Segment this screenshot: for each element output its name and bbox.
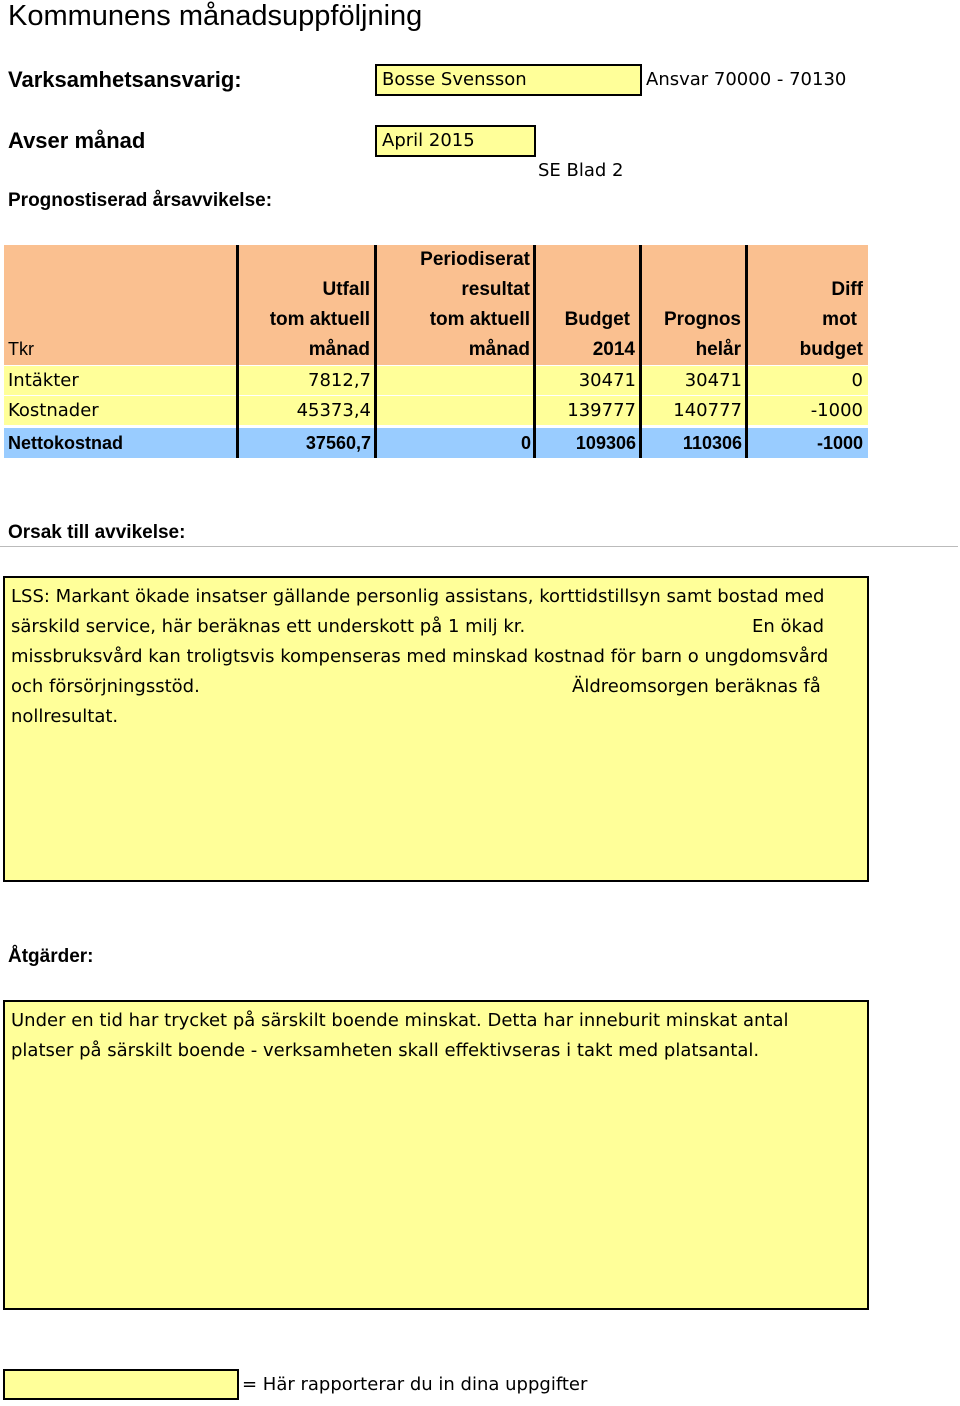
cell-prognos: 110306: [682, 433, 742, 453]
column-border: [374, 245, 377, 458]
cell-period: 0: [520, 433, 531, 453]
header-period-3: tom aktuell: [429, 309, 530, 330]
actions-line: Under en tid har trycket på särskilt boende minskat. Detta har inneburit minskat antal: [11, 1010, 789, 1031]
actions-label: Åtgärder:: [8, 946, 94, 967]
header-utfall-1: Utfall: [322, 279, 370, 300]
header-budget-2: 2014: [592, 339, 635, 360]
reason-line: Äldreomsorgen beräknas få: [572, 676, 821, 697]
cell-diff: -1000: [816, 433, 863, 453]
row-label: Intäkter: [8, 370, 79, 391]
responsible-field[interactable]: Bosse Svensson: [375, 64, 642, 96]
cell-prognos[interactable]: 30471: [684, 370, 742, 391]
reason-line: En ökad: [752, 616, 825, 637]
ansvar-text: Ansvar 70000 - 70130: [646, 69, 847, 90]
row-label: Kostnader: [8, 400, 99, 421]
column-border: [533, 245, 536, 458]
reason-label: Orsak till avvikelse:: [8, 522, 186, 543]
column-border: [639, 245, 642, 458]
actions-line: platser på särskilt boende - verksamheten skall effektivseras i takt med platsantal.: [11, 1040, 760, 1061]
header-utfall-3: månad: [308, 339, 370, 360]
cell-diff: -1000: [810, 400, 863, 421]
header-period-2: resultat: [461, 279, 530, 300]
divider: [0, 546, 958, 547]
header-diff-3: budget: [799, 339, 863, 360]
table-row-total: [4, 428, 868, 458]
cell-diff: 0: [851, 370, 863, 391]
table-row: [4, 396, 868, 425]
page-title: Kommunens månadsuppföljning: [8, 0, 423, 32]
row-label: Nettokostnad: [8, 433, 124, 453]
reason-line: LSS: Markant ökade insatser gällande personlig assistans, korttidstillsyn samt bostad med: [11, 586, 825, 607]
month-field[interactable]: April 2015: [375, 125, 536, 157]
cell-utfall[interactable]: 45373,4: [296, 400, 371, 421]
header-diff-1: Diff: [831, 279, 863, 300]
reason-line: nollresultat.: [11, 706, 119, 727]
header-tkr: Tkr: [8, 339, 34, 359]
legend-text: = Här rapporterar du in dina uppgifter: [242, 1374, 588, 1395]
cell-budget: 109306: [575, 433, 636, 453]
header-period-4: månad: [468, 339, 530, 360]
actions-textbox[interactable]: [3, 1000, 869, 1310]
header-prognos-2: helår: [695, 339, 741, 360]
header-prognos-1: Prognos: [663, 309, 741, 330]
legend-swatch: [3, 1369, 239, 1400]
header-period-1: Periodiserat: [420, 249, 530, 270]
cell-prognos[interactable]: 140777: [673, 400, 742, 421]
cell-utfall: 37560,7: [305, 433, 371, 453]
reason-textbox[interactable]: [3, 576, 869, 882]
forecast-label: Prognostiserad årsavvikelse:: [8, 190, 273, 211]
table-row: [4, 366, 868, 395]
cell-budget[interactable]: 30471: [578, 370, 636, 391]
sheet-label: SE Blad 2: [538, 160, 624, 181]
reason-line: särskild service, här beräknas ett underskott på 1 milj kr.: [11, 616, 526, 637]
table-header: [4, 245, 868, 365]
month-label: Avser månad: [8, 128, 146, 153]
header-budget-1: Budget: [564, 309, 630, 330]
reason-line: missbruksvård kan troligtsvis kompenseras med minskad kostnad för barn o ungdomsvård: [11, 646, 829, 667]
reason-line: och försörjningsstöd.: [11, 676, 200, 697]
header-diff-2: mot: [822, 309, 857, 330]
column-border: [236, 245, 239, 458]
responsible-label: Varksamhetsansvarig:: [8, 67, 242, 92]
cell-budget[interactable]: 139777: [567, 400, 636, 421]
header-utfall-2: tom aktuell: [269, 309, 370, 330]
cell-utfall[interactable]: 7812,7: [308, 370, 371, 391]
column-border: [745, 245, 748, 458]
